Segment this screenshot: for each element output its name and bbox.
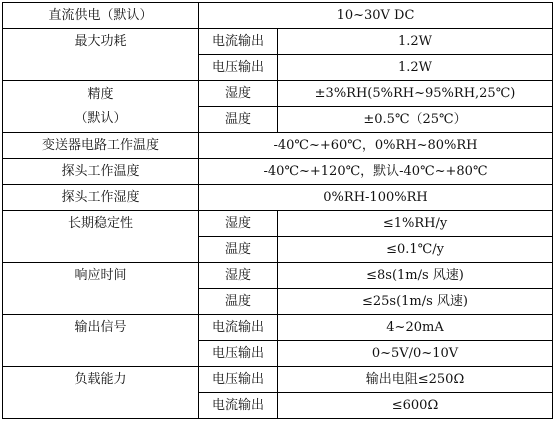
value-cell: -40℃~+60℃，0%RH~80%RH [199, 133, 553, 159]
sub-param-cell: 湿度 [199, 263, 278, 289]
sub-param-cell: 电流输出 [199, 29, 278, 55]
param-cell: 探头工作湿度 [3, 185, 199, 211]
value-cell: ≤1%RH/y [278, 211, 553, 237]
table-row [3, 133, 553, 159]
spec-table [2, 2, 553, 419]
param-cell: 负载能力 [3, 367, 199, 419]
value-cell: 0~5V/0~10V [278, 341, 553, 367]
sub-param-cell: 电压输出 [199, 341, 278, 367]
value-cell: 0%RH-100%RH [199, 185, 553, 211]
param-cell: 最大功耗 [3, 29, 199, 81]
param-cell: 输出信号 [3, 315, 199, 367]
table-row [3, 315, 553, 341]
value-cell: 4~20mA [278, 315, 553, 341]
value-cell: ±0.5℃（25℃） [278, 107, 553, 133]
value-cell: ≤25s(1m/s 风速) [278, 289, 553, 315]
sub-param-cell: 温度 [199, 107, 278, 133]
param-cell: 直流供电（默认） [3, 3, 199, 29]
table-row [3, 367, 553, 393]
value-cell: ≤600Ω [278, 393, 553, 419]
table-row [3, 185, 553, 211]
sub-param-cell: 电压输出 [199, 367, 278, 393]
param-cell: 变送器电路工作温度 [3, 133, 199, 159]
value-cell: ≤0.1℃/y [278, 237, 553, 263]
sub-param-cell: 电压输出 [199, 55, 278, 81]
sub-param-cell: 湿度 [199, 211, 278, 237]
param-cell [3, 81, 199, 133]
param-line: 精度 [87, 86, 114, 102]
value-cell: 1.2W [278, 29, 553, 55]
value-cell: -40℃~+120℃，默认-40℃~+80℃ [199, 159, 553, 185]
param-line: （默认） [74, 110, 127, 126]
value-cell: 10~30V DC [199, 3, 553, 29]
table-row [3, 263, 553, 289]
sub-param-cell: 电流输出 [199, 315, 278, 341]
value-cell: ±3%RH(5%RH~95%RH,25℃) [278, 81, 553, 107]
table-row [3, 3, 553, 29]
sub-param-cell: 电流输出 [199, 393, 278, 419]
param-cell: 长期稳定性 [3, 211, 199, 263]
table-row [3, 81, 553, 107]
table-row [3, 29, 553, 55]
value-cell: ≤8s(1m/s 风速) [278, 263, 553, 289]
value-cell: 输出电阻≤250Ω [278, 367, 553, 393]
table-row [3, 211, 553, 237]
param-cell: 探头工作温度 [3, 159, 199, 185]
sub-param-cell: 温度 [199, 289, 278, 315]
sub-param-cell: 温度 [199, 237, 278, 263]
param-cell: 响应时间 [3, 263, 199, 315]
sub-param-cell: 湿度 [199, 81, 278, 107]
value-cell: 1.2W [278, 55, 553, 81]
table-row [3, 159, 553, 185]
